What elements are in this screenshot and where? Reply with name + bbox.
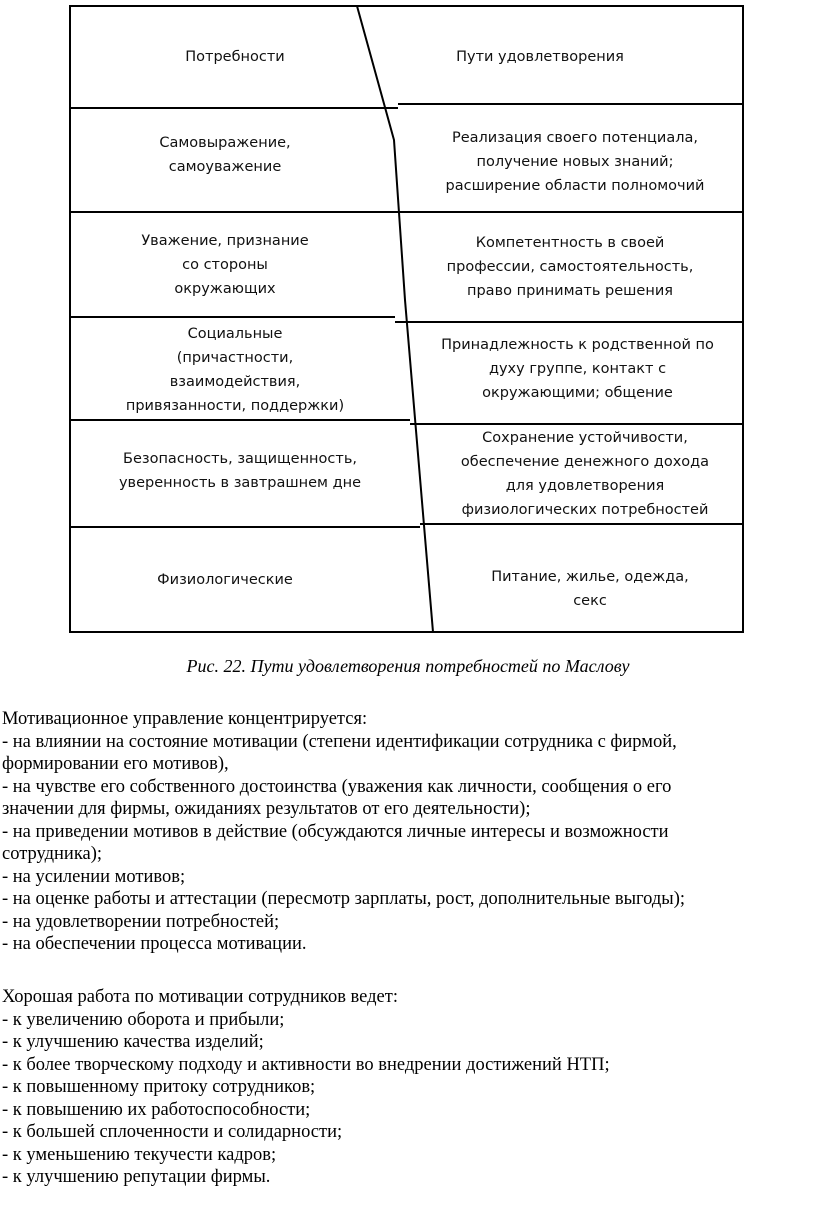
text-line: - к увеличению оборота и прибыли; bbox=[2, 1009, 285, 1030]
text-line: - к повышенному притоку сотрудников; bbox=[2, 1077, 316, 1097]
text-line: - к уменьшению текучести кадров; bbox=[2, 1144, 277, 1165]
text-line: - на приведении мотивов в действие (обсуждаются личные интересы и возможности bbox=[2, 821, 669, 842]
paragraph-motivation-management bbox=[2, 708, 814, 956]
text-line: - к более творческому подходу и активности во внедрении достижений НТП; bbox=[2, 1054, 610, 1075]
need-social: Социальные (причастности, взаимодействия, привязанности, поддержки) bbox=[125, 326, 345, 414]
text-line: - к большей сплоченности и солидарности; bbox=[2, 1122, 343, 1142]
text-line: формировании его мотивов), bbox=[2, 754, 229, 774]
paragraph-good-motivation bbox=[2, 986, 814, 1189]
text-line: сотрудника); bbox=[2, 844, 103, 864]
text-line: - к повышению их работоспособности; bbox=[2, 1099, 311, 1120]
header-needs: Потребности bbox=[185, 49, 285, 65]
text-line: значении для фирмы, ожиданиях результатов от его деятельности); bbox=[2, 799, 531, 819]
ways-social: Принадлежность к родственной по духу группе, контакт с окружающими; общение bbox=[441, 337, 714, 401]
text-line: - к улучшению качества изделий; bbox=[2, 1032, 264, 1052]
header-ways: Пути удовлетворения bbox=[456, 49, 624, 65]
text-line: - на влиянии на состояние мотивации (степени идентификации сотрудника с фирмой, bbox=[2, 731, 677, 752]
figure-caption: Рис. 22. Пути удовлетворения потребностей по Маслову bbox=[186, 656, 630, 676]
need-physiological: Физиологические bbox=[157, 572, 293, 588]
ways-physiological: Питание, жилье, одежда, секс bbox=[491, 569, 689, 609]
text-line: - к улучшению репутации фирмы. bbox=[2, 1167, 271, 1187]
text-line: Мотивационное управление концентрируется: bbox=[2, 709, 368, 729]
ways-safety: Сохранение устойчивости, обеспечение денежного дохода для удовлетворения физиологических потребностей bbox=[460, 430, 710, 518]
need-self-actualization: Самовыражение, самоуважение bbox=[159, 135, 291, 175]
text-line: Хорошая работа по мотивации сотрудников ведет: bbox=[2, 987, 398, 1007]
ways-esteem: Компетентность в своей профессии, самостоятельность, право принимать решения bbox=[446, 235, 694, 299]
text-line: - на обеспечении процесса мотивации. bbox=[2, 934, 307, 954]
text-line: - на удовлетворении потребностей; bbox=[2, 911, 280, 932]
need-safety: Безопасность, защищенность, уверенность в завтрашнем дне bbox=[118, 451, 362, 491]
slanted-column-divider bbox=[357, 6, 433, 632]
need-esteem: Уважение, признание со стороны окружающих bbox=[141, 233, 309, 297]
text-line: - на оценке работы и аттестации (пересмотр зарплаты, рост, дополнительные выгоды); bbox=[2, 889, 686, 909]
ways-self-actualization: Реализация своего потенциала, получение новых знаний; расширение области полномочий bbox=[445, 130, 705, 194]
text-line: - на чувстве его собственного достоинства (уважения как личности, сообщения о его bbox=[2, 776, 672, 797]
text-line: - на усилении мотивов; bbox=[2, 866, 186, 887]
